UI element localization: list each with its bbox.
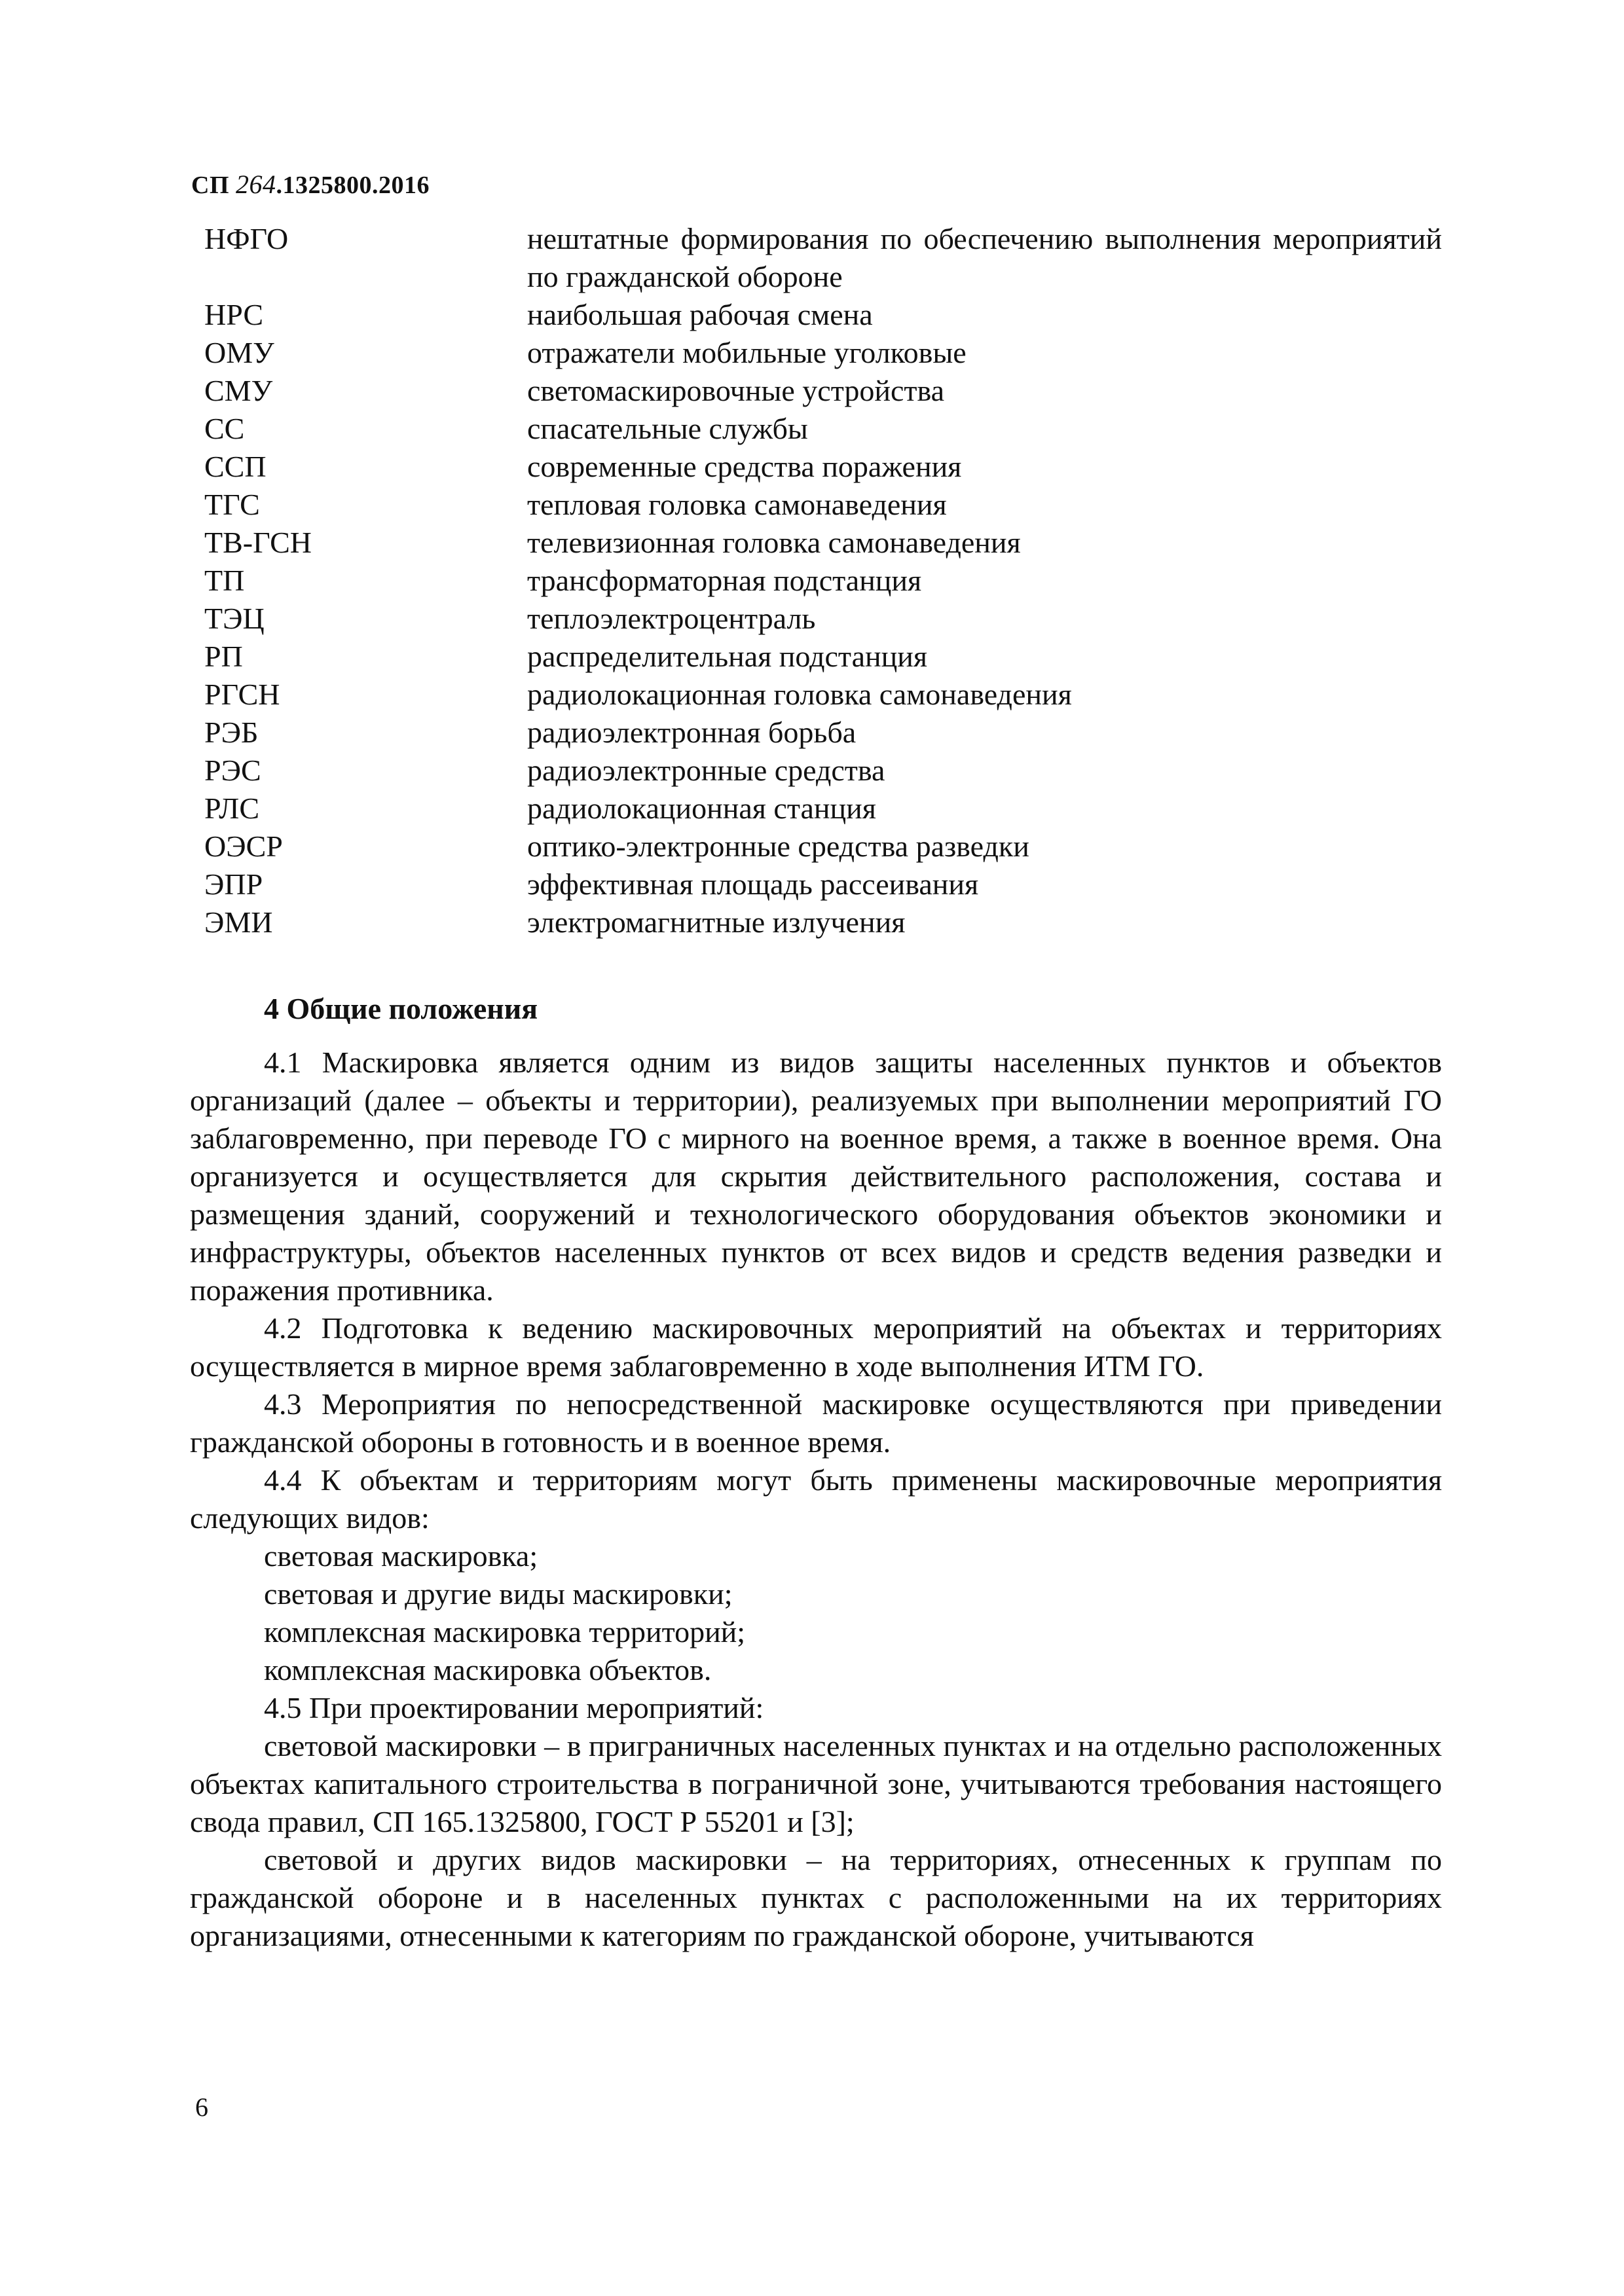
- abbreviation-row: [204, 486, 1442, 524]
- abbreviation-definition: распределительная подстанция: [527, 640, 928, 673]
- list-item: световая и другие виды маскировки;: [264, 1577, 733, 1611]
- abbreviation-code: ЭМИ: [204, 905, 273, 939]
- abbreviation-definition: электромагнитные излучения: [527, 905, 906, 939]
- abbreviation-definition: радиоэлектронная борьба: [527, 716, 857, 749]
- abbreviation-row: [204, 828, 1442, 866]
- abbreviation-definition: трансформаторная подстанция: [527, 564, 922, 597]
- abbreviation-definition: спасательные службы: [527, 412, 808, 445]
- abbreviation-definition: нештатные формирования по обеспечению выполнения мероприятий по гражданской обороне: [527, 222, 1442, 293]
- abbreviation-code: НРС: [204, 298, 264, 331]
- abbreviation-code: СМУ: [204, 374, 273, 407]
- document-header: [191, 169, 430, 200]
- list-item: комплексная маскировка территорий;: [264, 1615, 746, 1649]
- abbreviation-row: [204, 448, 1442, 486]
- abbreviation-row: [204, 600, 1442, 638]
- paragraph-4-2: 4.2 Подготовка к ведению маскировочных мероприятий на объектах и территориях осуществляется в мирное время заблаговременно в ходе выполнения ИТМ ГО.: [190, 1311, 1442, 1383]
- abbreviation-definition: отражатели мобильные уголковые: [527, 336, 967, 369]
- abbreviation-definition: радиолокационная станция: [527, 792, 876, 825]
- abbreviation-row: [204, 410, 1442, 448]
- paragraph-4-5: 4.5 При проектировании мероприятий:: [264, 1691, 764, 1724]
- abbreviation-row: [204, 220, 1442, 296]
- paragraph-4-1: 4.1 Маскировка является одним из видов защиты населенных пунктов и объектов организаций (далее – объекты и территории), реализуемых при выполнении мероприятий ГО заблаговременно, при переводе ГО с мирного на военное время, а также в военное время. Она организуется и осуществляется для скрытия действительного расположения, состава и размещения зданий, сооружений и технологического оборудования объектов экономики и инфраструктуры, объектов населенных пунктов от всех видов и средств ведения разведки и поражения противника.: [190, 1046, 1442, 1307]
- abbreviation-row: [204, 296, 1442, 334]
- abbreviation-code: ОМУ: [204, 336, 274, 369]
- abbreviation-definition: современные средства поражения: [527, 450, 962, 483]
- abbreviation-definition: тепловая головка самонаведения: [527, 488, 947, 521]
- abbreviation-row: [204, 903, 1442, 941]
- section-body: [190, 1044, 1442, 1955]
- paragraph-4-5-item-1: световой маскировки – в приграничных населенных пунктах и на отдельно расположенных объектах капитального строительства в пограничной зоне, учитываются требования настоящего свода правил, СП 165.1325800, ГОСТ Р 55201 и [3];: [190, 1729, 1442, 1838]
- header-prefix: СП: [191, 172, 229, 199]
- abbreviation-code: ТВ-ГСН: [204, 526, 312, 559]
- list-item: комплексная маскировка объектов.: [264, 1653, 712, 1686]
- abbreviation-code: РЛС: [204, 792, 260, 825]
- abbreviation-code: ССП: [204, 450, 267, 483]
- abbreviation-code: РЭБ: [204, 716, 259, 749]
- abbreviation-code: НФГО: [204, 222, 289, 255]
- abbreviation-row: [204, 676, 1442, 714]
- abbreviation-definition: светомаскировочные устройства: [527, 374, 945, 407]
- abbreviation-definition: оптико-электронные средства разведки: [527, 829, 1029, 863]
- abbreviation-list: [204, 220, 1442, 941]
- list-item: световая маскировка;: [264, 1539, 538, 1573]
- abbreviation-definition: радиоэлектронные средства: [527, 754, 885, 787]
- section-title: 4 Общие положения: [264, 992, 538, 1025]
- abbreviation-code: ЭПР: [204, 867, 263, 901]
- abbreviation-code: РЭС: [204, 754, 261, 787]
- abbreviation-row: [204, 714, 1442, 752]
- abbreviation-row: [204, 752, 1442, 790]
- abbreviation-code: ОЭСР: [204, 829, 283, 863]
- abbreviation-row: [204, 638, 1442, 676]
- abbreviation-row: [204, 790, 1442, 828]
- abbreviation-code: ТП: [204, 564, 245, 597]
- abbreviation-code: РП: [204, 640, 243, 673]
- abbreviation-row: [204, 562, 1442, 600]
- abbreviation-row: [204, 334, 1442, 372]
- abbreviation-row: [204, 372, 1442, 410]
- abbreviation-code: РГСН: [204, 678, 280, 711]
- abbreviation-code: СС: [204, 412, 245, 445]
- header-suffix: .1325800.2016: [276, 172, 430, 199]
- abbreviation-definition: теплоэлектроцентраль: [527, 602, 816, 635]
- abbreviation-definition: телевизионная головка самонаведения: [527, 526, 1021, 559]
- paragraph-4-3: 4.3 Мероприятия по непосредственной маскировке осуществляются при приведении гражданской обороны в готовность и в военное время.: [190, 1387, 1442, 1459]
- header-handwritten-number: 264: [236, 170, 276, 199]
- abbreviation-code: ТЭЦ: [204, 602, 265, 635]
- paragraph-4-4: 4.4 К объектам и территориям могут быть применены маскировочные мероприятия следующих видов:: [190, 1463, 1442, 1535]
- abbreviation-code: ТГС: [204, 488, 260, 521]
- paragraph-4-5-item-2: световой и других видов маскировки – на территориях, отнесенных к группам по гражданской обороне и в населенных пунктах с расположенными на их территориях организациями, отнесенными к категориям по гражданской обороне, учитываются: [190, 1843, 1442, 1952]
- abbreviation-definition: радиолокационная головка самонаведения: [527, 678, 1072, 711]
- abbreviation-definition: эффективная площадь рассеивания: [527, 867, 979, 901]
- abbreviation-row: [204, 524, 1442, 562]
- abbreviation-definition: наибольшая рабочая смена: [527, 298, 873, 331]
- page-number: 6: [195, 2092, 208, 2122]
- abbreviation-row: [204, 866, 1442, 903]
